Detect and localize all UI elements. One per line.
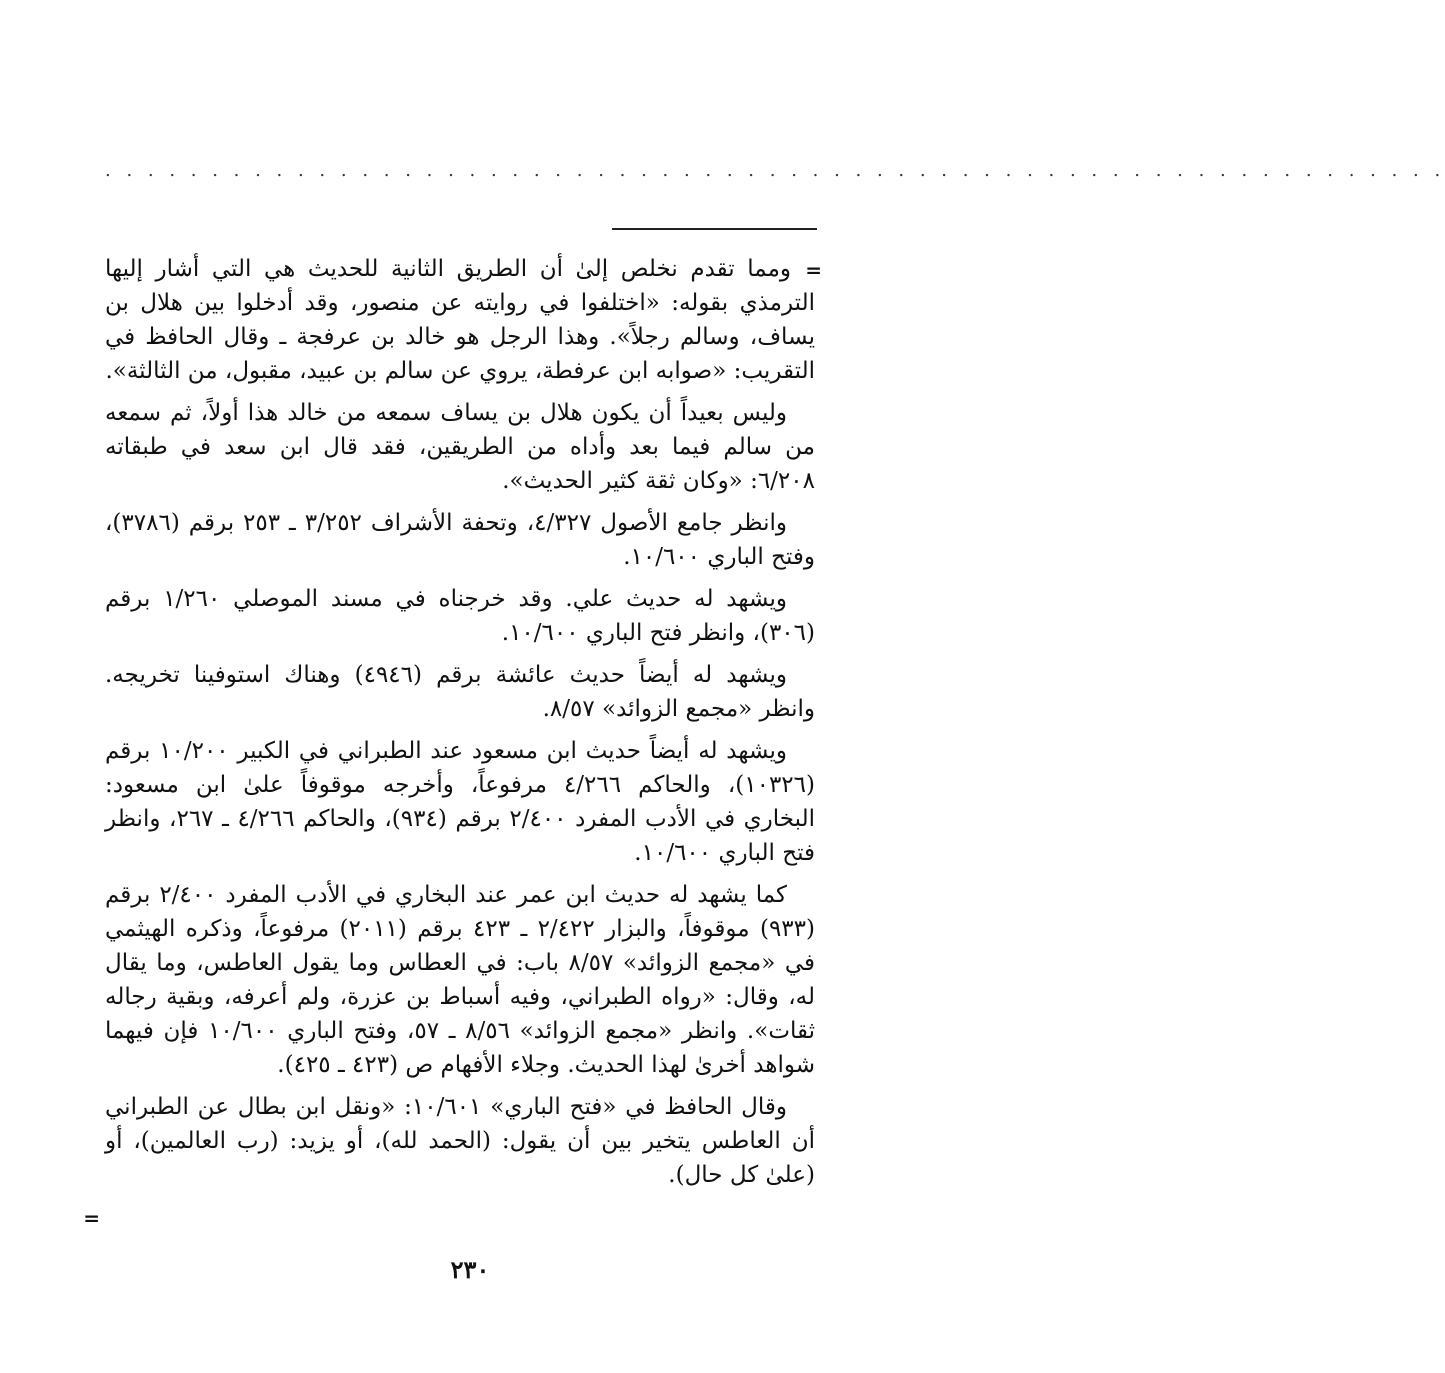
paragraph: وانظر جامع الأصول ٤/٣٢٧، وتحفة الأشراف ٣/٢٥٢ ـ ٢٥٣ برقم (٣٧٨٦)، وفتح الباري ١٠/٦٠٠. bbox=[105, 510, 815, 570]
footnote-body bbox=[105, 252, 815, 1200]
continuation-mark-bottom: = bbox=[83, 1206, 100, 1230]
paragraph: ومما تقدم نخلص إلىٰ أن الطريق الثانية للحديث هي التي أشار إليها الترمذي بقوله: «اختلفوا في روايته عن منصور، وقد أدخلوا بين هلال بن يساف، وسالم رجلاً». وهذا الرجل هو خالد بن عرفجة ـ وقال الحافظ في التقريب: «صوابه ابن عرفطة، يروي عن سالم بن عبيد، مقبول، من الثالثة». bbox=[105, 256, 815, 384]
paragraph: وقال الحافظ في «فتح الباري» ١٠/٦٠١: «ونقل ابن بطال عن الطبراني أن العاطس يتخير بين أن يقول: (الحمد لله)، أو يزيد: (رب العالمين)، أو (علىٰ كل حال). bbox=[105, 1094, 815, 1188]
paragraph: كما يشهد له حديث ابن عمر عند البخاري في الأدب المفرد ٢/٤٠٠ برقم (٩٣٣) موقوفاً، والبزار ٢/٤٢٢ ـ ٤٢٣ برقم (٢٠١١) مرفوعاً، وذكره الهيثمي في «مجمع الزوائد» ٨/٥٧ باب: في العطاس وما يقول العاطس، وما يقال له، وقال: «رواه الطبراني، وفيه أسباط بن عزرة، ولم أعرفه، وبقية رجاله ثقات». وانظر «مجمع الزوائد» ٨/٥٦ ـ ٥٧، وفتح الباري ١٠/٦٠٠ فإن فيهما شواهد أخرىٰ لهذا الحديث. وجلاء الأفهام ص (٤٢٣ ـ ٤٢٥). bbox=[105, 882, 816, 1078]
paragraph: ويشهد له أيضاً حديث ابن مسعود عند الطبراني في الكبير ١٠/٢٠٠ برقم (١٠٣٢٦)، والحاكم ٤/٢٦٦ مرفوعاً، وأخرجه موقوفاً علىٰ ابن مسعود: البخاري في الأدب المفرد ٢/٤٠٠ برقم (٩٣٤)، والحاكم ٤/٢٦٦ ـ ٢٦٧، وانظر فتح الباري ١٠/٦٠٠. bbox=[105, 738, 815, 866]
dotted-separator: . . . . . . . . . . . . . . . . . . . . . . . . . . . . . . . . . . . . . . . . . . . . . . . . . . . . . . . . . . . . . . . bbox=[105, 160, 1445, 181]
continuation-mark-top: = bbox=[805, 258, 822, 282]
paragraph: ويشهد له حديث علي. وقد خرجناه في مسند الموصلي ١/٢٦٠ برقم (٣٠٦)، وانظر فتح الباري ١٠/٦٠٠. bbox=[105, 586, 815, 646]
paragraph: ويشهد له أيضاً حديث عائشة برقم (٤٩٤٦) وهناك استوفينا تخريجه. وانظر «مجمع الزوائد» ٨/٥٧. bbox=[105, 662, 815, 722]
footnote-rule bbox=[612, 228, 817, 230]
paragraph: وليس بعيداً أن يكون هلال بن يساف سمعه من خالد هذا أولاً، ثم سمعه من سالم فيما بعد وأداه من الطريقين، فقد قال ابن سعد في طبقاته ٦/٢٠٨: «وكان ثقة كثير الحديث». bbox=[105, 400, 815, 494]
page-number: ٢٣٠ bbox=[450, 1255, 490, 1284]
